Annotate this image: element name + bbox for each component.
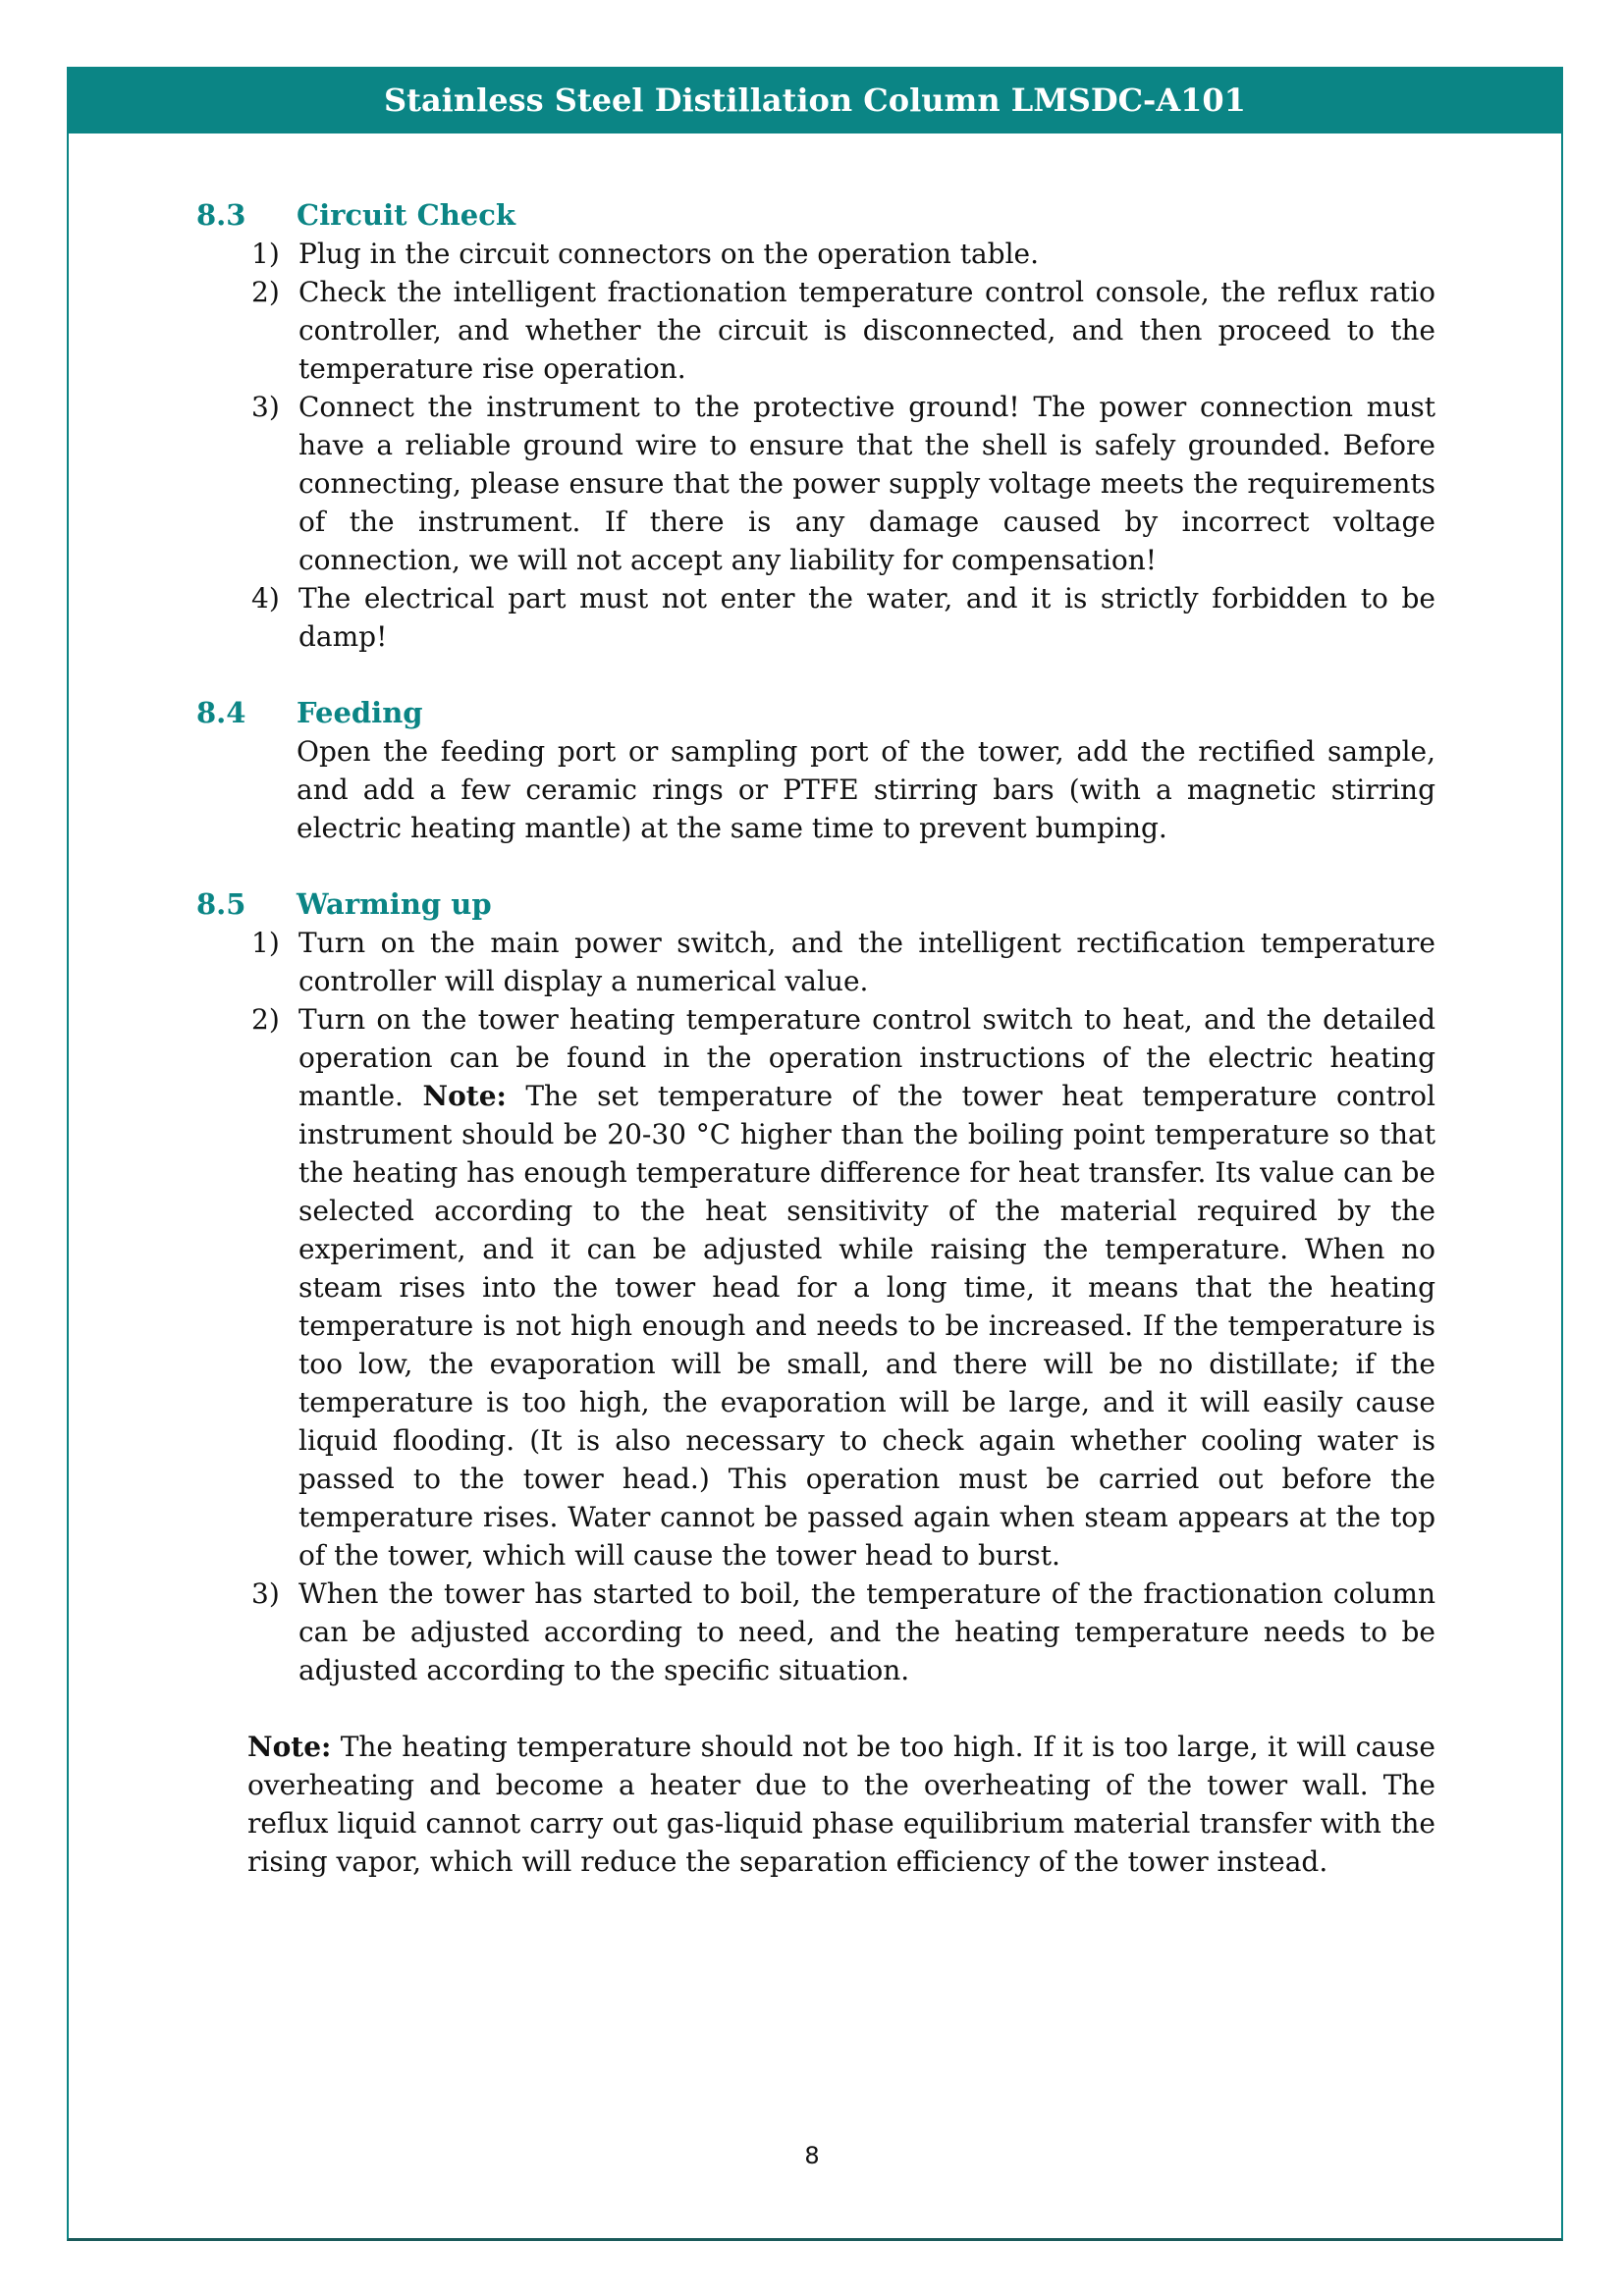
list-item bbox=[196, 273, 1435, 388]
list-marker: 4) bbox=[251, 582, 280, 614]
list-item bbox=[196, 388, 1435, 579]
page-number: 8 bbox=[804, 2142, 820, 2169]
section-title: Feeding bbox=[297, 696, 423, 729]
note-label: Note: bbox=[247, 1731, 332, 1763]
list-marker: 2) bbox=[251, 1003, 280, 1036]
list-item bbox=[196, 235, 1435, 273]
list-item bbox=[196, 579, 1435, 656]
list-item bbox=[196, 1575, 1435, 1689]
section-number: 8.3 bbox=[196, 198, 246, 232]
section-heading-8-4 bbox=[196, 694, 1435, 732]
note-label: Note: bbox=[422, 1080, 507, 1112]
section-title: Warming up bbox=[297, 887, 492, 921]
note-text: The set temperature of the tower heat temperature control instrument should be 20-30 °C higher than the boiling point temperature so that the heating has enough temperature difference for heat transfer. Its value can be selected according to the heat sensitivity of the material required by the experiment, and it can be adjusted while raising the temperature. When no steam rises into the tower head for a long time, it means that the heating temperature is not high enough and needs to be increased. If the temperature is too low, the evaporation will be small, and there will be no distillate; if the temperature is too high, the evaporation will be large, and it will easily cause liquid flooding. (It is also necessary to check again whether cooling water is passed to the tower head.) This operation must be carried out before the temperature rises. Water cannot be passed again when steam appears at the top of the tower, which will cause the tower head to burst. bbox=[298, 1080, 1435, 1572]
section-number: 8.4 bbox=[196, 696, 246, 729]
section-number: 8.5 bbox=[196, 887, 246, 921]
list-item-text: The electrical part must not enter the water, and it is strictly forbidden to be damp! bbox=[298, 582, 1435, 653]
list-item-text: Connect the instrument to the protective ground! The power connection must have a reliable ground wire to ensure that the shell is safely grounded. Before connecting, please ensure that the power supply voltage meets the requirements of the instrument. If there is any damage caused by incorrect voltage connection, we will not accept any liability for compensation! bbox=[298, 391, 1435, 576]
section-title: Circuit Check bbox=[297, 198, 515, 232]
warming-up-list bbox=[196, 924, 1435, 1689]
list-item bbox=[196, 1000, 1435, 1575]
list-marker: 1) bbox=[251, 238, 280, 270]
list-item-text: Turn on the main power switch, and the intelligent rectification temperature controller will display a numerical value. bbox=[298, 927, 1435, 997]
note-text: The heating temperature should not be too high. If it is too large, it will cause overheating and become a heater due to the overheating of the tower wall. The reflux liquid cannot carry out gas-liquid phase equilibrium material transfer with the rising vapor, which will reduce the separation efficiency of the tower instead. bbox=[247, 1731, 1435, 1878]
circuit-check-list bbox=[196, 235, 1435, 656]
list-marker: 1) bbox=[251, 927, 280, 959]
list-marker: 2) bbox=[251, 276, 280, 308]
document-header-title: Stainless Steel Distillation Column LMSDC-A101 bbox=[67, 67, 1563, 133]
list-item-text: Check the intelligent fractionation temperature control console, the reflux ratio controller, and whether the circuit is disconnected, and then proceed to the temperature rise operation. bbox=[298, 276, 1435, 385]
heating-note bbox=[196, 1728, 1435, 1881]
section-heading-8-3 bbox=[196, 196, 1435, 235]
list-marker: 3) bbox=[251, 391, 280, 423]
section-heading-8-5 bbox=[196, 885, 1435, 924]
list-item-text: Turn on the tower heating temperature control switch to heat, and the detailed operation can be found in the operation instructions of the electric heating mantle. bbox=[298, 1003, 1435, 1112]
list-item bbox=[196, 924, 1435, 1000]
list-item-text: When the tower has started to boil, the temperature of the fractionation column can be adjusted according to need, and the heating temperature needs to be adjusted according to the specific situation. bbox=[298, 1577, 1435, 1686]
document-body bbox=[196, 196, 1435, 1881]
list-marker: 3) bbox=[251, 1577, 280, 1610]
list-item-text: Plug in the circuit connectors on the operation table. bbox=[298, 238, 1040, 270]
feeding-paragraph: Open the feeding port or sampling port of the tower, add the rectified sample, and add a few ceramic rings or PTFE stirring bars (with a magnetic stirring electric heating mantle) at the same time to prevent bumping. bbox=[297, 735, 1435, 844]
